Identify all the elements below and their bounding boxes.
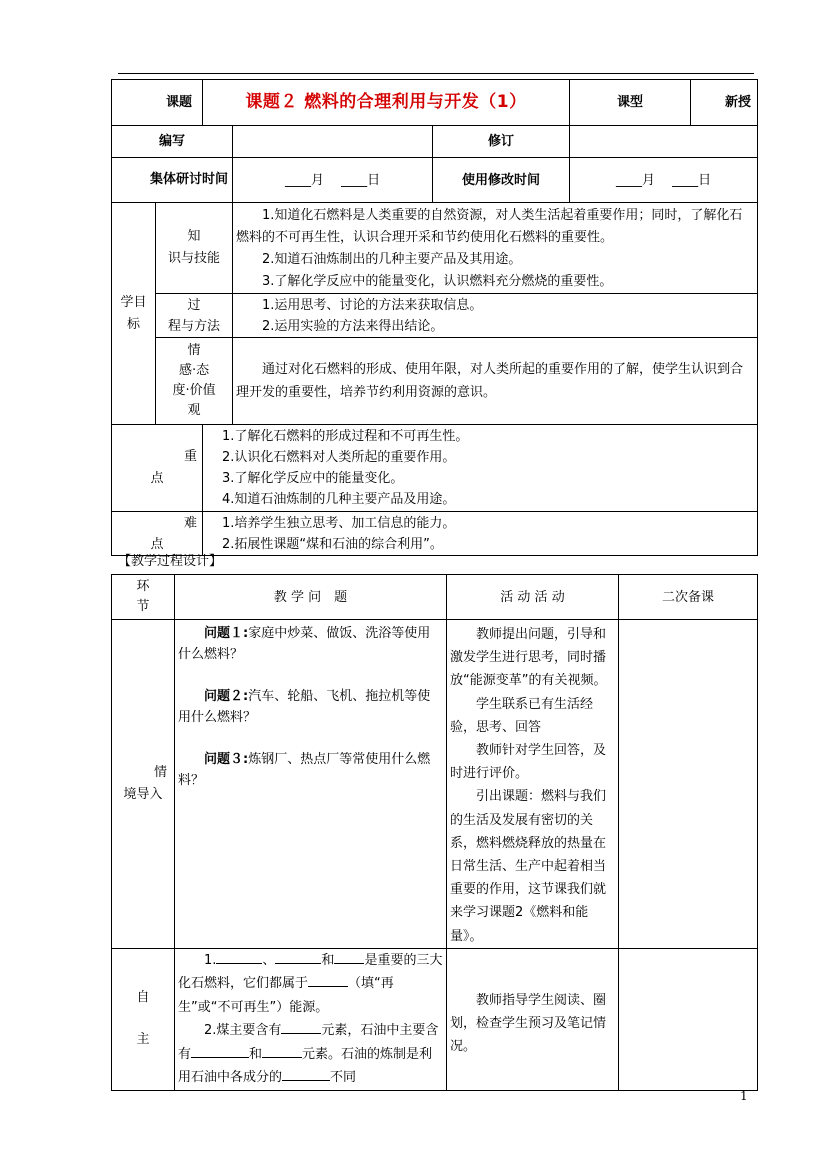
key-point-4: 4.知道石油炼制的几种主要产品及用途。 xyxy=(222,492,456,507)
key-points-label-b: 点 xyxy=(150,471,164,486)
self-study-stage-a: 自 xyxy=(136,990,150,1006)
objectives-label xyxy=(112,203,156,425)
fill-1-e: （填“再生”或“不可再生”）能源。 xyxy=(178,976,394,1015)
emotion-label-b: 感·态 xyxy=(178,363,210,378)
intro-second-prep xyxy=(619,620,758,949)
difficult-points-label-a: 难 xyxy=(184,515,198,531)
process-label xyxy=(156,294,233,338)
stage-header-b: 节 xyxy=(136,599,150,614)
use-date: ____月 ____日 xyxy=(570,158,758,203)
fill-1-d: 是重要的三大化石燃料，它们都属于 xyxy=(178,952,443,992)
process-design-table xyxy=(111,574,758,1091)
blank-3 xyxy=(334,951,364,964)
blank-2 xyxy=(275,951,321,964)
self-study-second-prep xyxy=(619,948,758,1090)
knowledge-label-a: 知 xyxy=(187,229,201,244)
collective-time-label xyxy=(112,158,233,203)
process-item-2: 2.运用实验的方法来得出结论。 xyxy=(262,318,444,334)
fill-2-b: 元素，石油中主要含有 xyxy=(178,1023,439,1062)
activity-4: 引出课题：燃料与我们的生活及发展有密切的关系，燃料燃烧释放的热量在日常生活、生产中起着相当重要的作用，这节课我们就来学习课题2《燃料和能量》。 xyxy=(450,789,607,944)
blank-7 xyxy=(262,1045,302,1058)
fill-1-c: 和 xyxy=(321,952,335,968)
blank-6 xyxy=(191,1045,249,1058)
knowledge-label-b: 识与技能 xyxy=(168,251,221,266)
intro-activities xyxy=(447,620,619,949)
self-study-questions xyxy=(175,948,447,1090)
lesson-info-table xyxy=(111,79,758,556)
difficult-points-label-b: 点 xyxy=(150,536,164,552)
fill-2-a: 2.煤主要含有 xyxy=(204,1023,282,1039)
knowledge-item-2: 2.知道石油炼制出的几种主要产品及其用途。 xyxy=(262,252,522,267)
intro-stage-b: 境导入 xyxy=(123,786,163,802)
topic-title: 课题２ 燃料的合理利用与开发（1） xyxy=(203,80,570,126)
blank-8 xyxy=(282,1068,330,1081)
emotion-label-c: 度·价值 xyxy=(172,383,216,398)
process-item-1: 1.运用思考、讨论的方法来获取信息。 xyxy=(262,297,483,313)
collective-time-label-text: 集体研讨时间 xyxy=(150,172,229,187)
self-study-activity-text: 教师指导学生阅读、圈划，检查学生预习及笔记情况。 xyxy=(450,992,607,1054)
blank-1 xyxy=(216,951,262,964)
activity-1: 教师提出问题，引导和激发学生进行思考，同时播放“能源变革”的有关视频。 xyxy=(450,627,607,689)
knowledge-item-3: 3.了解化学反应中的能量变化，认识燃料充分燃烧的重要性。 xyxy=(262,274,613,289)
process-label-a: 过 xyxy=(187,297,201,313)
question-2 xyxy=(178,686,443,728)
intro-stage-a: 情 xyxy=(153,764,167,780)
emotion-label xyxy=(156,338,233,425)
difficult-points-label xyxy=(112,512,203,556)
question-3 xyxy=(178,749,443,791)
revise-value xyxy=(570,126,758,158)
intro-questions xyxy=(175,620,447,949)
self-study-stage xyxy=(112,948,175,1090)
second-prep-header: 二次备课 xyxy=(619,575,758,620)
objectives-label-b: 标 xyxy=(126,316,140,332)
emotion-label-d: 观 xyxy=(187,403,201,418)
process-design-label: 【教学过程设计】 xyxy=(118,554,223,569)
stage-header xyxy=(112,575,175,620)
fill-2-d: 元素。石油的炼制是利用石油中各成分的 xyxy=(178,1046,433,1086)
key-points-content xyxy=(203,425,758,512)
key-point-3: 3.了解化学反应中的能量变化。 xyxy=(222,471,404,486)
key-points-label xyxy=(112,425,203,512)
lesson-type-value: 新授 xyxy=(691,80,758,126)
activity-3: 教师针对学生回答，及时进行评价。 xyxy=(450,743,607,782)
emotion-label-a: 情 xyxy=(187,343,201,358)
question-1-label: 问题１: xyxy=(204,626,249,641)
key-point-1: 1.了解化石燃料的形成过程和不可再生性。 xyxy=(222,429,469,444)
knowledge-item-1: 1.知道化石燃料是人类重要的自然资源，对人类生活起着重要作用；同时，了解化石燃料的不可再生性，认识合理开采和节约使用化石燃料的重要性。 xyxy=(236,208,743,245)
question-1-text: 家庭中炒菜、做饭、洗浴等使用什么燃料？ xyxy=(178,626,431,662)
revise-label: 修订 xyxy=(433,126,570,158)
process-content xyxy=(233,294,758,338)
key-point-2: 2.认识化石燃料对人类所起的重要作用。 xyxy=(222,450,456,465)
self-study-stage-b: 主 xyxy=(136,1032,150,1048)
author-value xyxy=(233,126,433,158)
self-study-activity xyxy=(447,948,619,1090)
stage-header-a: 环 xyxy=(136,579,150,594)
difficult-point-2: 2.拓展性课题“煤和石油的综合利用”。 xyxy=(222,536,443,552)
difficult-points-content xyxy=(203,512,758,556)
question-2-text: 汽车、轮船、飞机、拖拉机等使用什么燃料？ xyxy=(178,689,431,725)
emotion-content xyxy=(233,338,758,425)
difficult-point-1: 1.培养学生独立思考、加工信息的能力。 xyxy=(222,515,456,531)
activities-header: 活 动 活 动 xyxy=(447,575,619,620)
objectives-label-a: 学目 xyxy=(120,294,147,310)
fill-blank-1 xyxy=(178,949,443,1020)
blank-4 xyxy=(308,974,348,987)
collective-date: ____月 ____日 xyxy=(233,158,433,203)
fill-2-c: 和 xyxy=(249,1046,263,1062)
question-1 xyxy=(178,623,443,665)
fill-1-a: 1. xyxy=(204,952,217,968)
author-label: 编写 xyxy=(112,126,233,158)
question-3-label: 问题３: xyxy=(204,752,249,767)
question-3-text: 炼钢厂、热点厂等常使用什么燃料？ xyxy=(178,752,431,788)
key-points-label-a: 重 xyxy=(184,449,198,464)
fill-blank-2 xyxy=(178,1019,443,1090)
lesson-type-label: 课型 xyxy=(570,80,691,126)
questions-header: 教 学 问 题 xyxy=(175,575,447,620)
use-time-label: 使用修改时间 xyxy=(433,158,570,203)
top-rule xyxy=(118,73,754,74)
knowledge-content xyxy=(233,203,758,294)
intro-stage xyxy=(112,620,175,949)
blank-5 xyxy=(281,1021,321,1034)
process-label-b: 程与方法 xyxy=(168,318,221,334)
fill-1-b: 、 xyxy=(262,952,276,968)
emotion-text: 通过对化石燃料的形成、使用年限，对人类所起的重要作用的了解，使学生认识到合理开发的重要性，培养节约利用资源的意识。 xyxy=(236,362,744,400)
page-number: 1 xyxy=(740,1089,748,1103)
topic-label: 课题 xyxy=(112,80,203,126)
question-2-label: 问题２: xyxy=(204,689,249,704)
fill-2-e: 不同 xyxy=(330,1070,357,1086)
activity-2: 学生联系已有生活经验，思考、回答 xyxy=(450,696,594,735)
knowledge-label xyxy=(156,203,233,294)
